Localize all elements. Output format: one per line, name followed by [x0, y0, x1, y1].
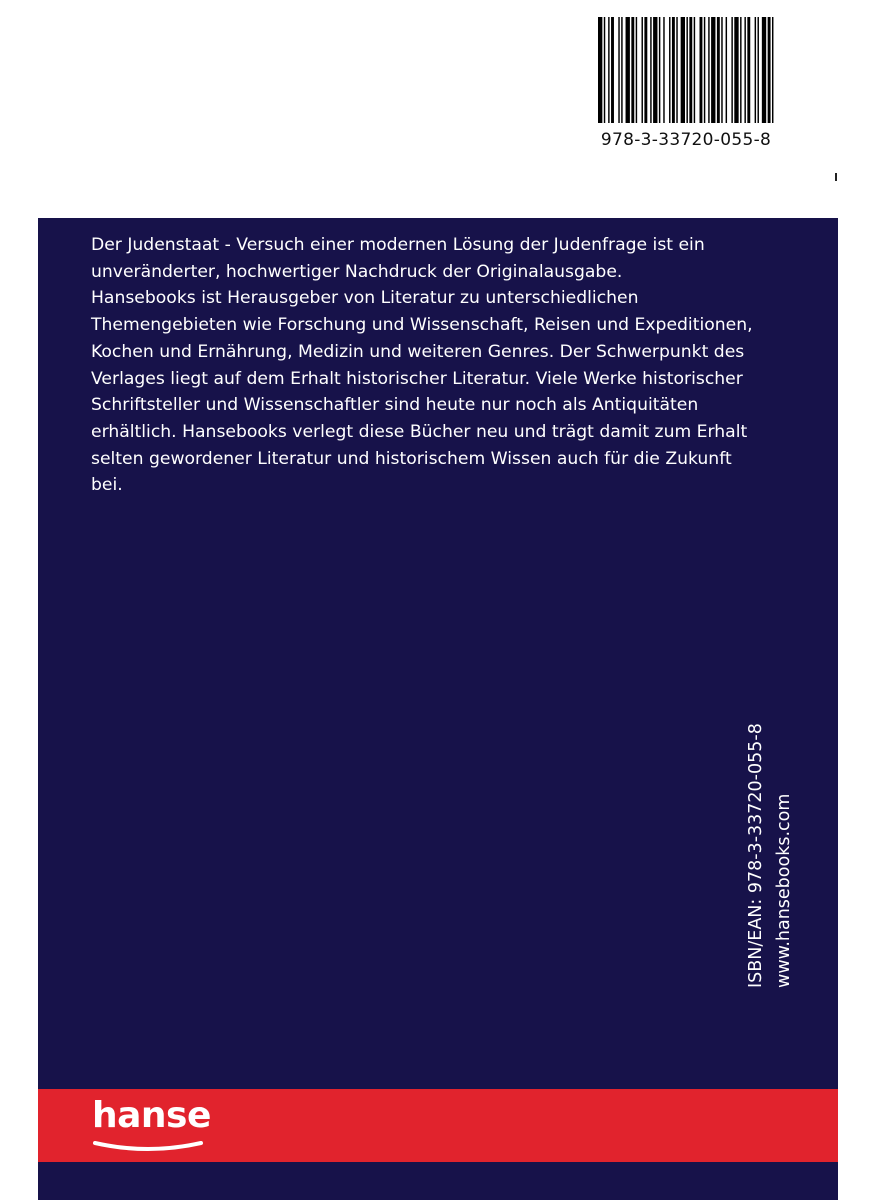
barcode-bar: [663, 17, 664, 123]
back-cover-panel: [38, 218, 838, 1200]
barcode-bars: [596, 17, 776, 127]
barcode-bar: [631, 17, 634, 123]
barcode-bar: [772, 17, 773, 123]
barcode-bar: [608, 17, 609, 123]
barcode-number: 978-3-33720-055-8: [600, 130, 772, 150]
barcode-bar: [726, 17, 727, 123]
barcode-bar: [669, 17, 670, 123]
publisher-website: www.hansebooks.com: [774, 793, 794, 988]
barcode-bar: [676, 17, 677, 123]
barcode-bar: [626, 17, 630, 123]
barcode-bar: [672, 17, 675, 123]
barcode-bar: [644, 17, 647, 123]
barcode-bar: [598, 17, 602, 123]
barcode-bar: [758, 17, 759, 123]
barcode-bar: [618, 17, 619, 123]
barcode-bar: [650, 17, 651, 123]
isbn-text: ISBN/EAN: 978-3-33720-055-8: [746, 723, 766, 988]
barcode-bar: [689, 17, 692, 123]
barcode-bar: [768, 17, 771, 123]
barcode-bar: [717, 17, 720, 123]
logo-swoosh-icon: [93, 1139, 203, 1153]
book-description: Der Judenstaat - Versuch einer modernen Lösung der Judenfrage ist ein unveränderter, hochwertiger Nachdruck der Originalausgabe. Hansebooks ist Herausgeber von Literatur zu unterschiedlichen Themengebieten wie Forschung und Wissenschaft, Reisen und Expeditionen, Kochen und Ernährung, Medizin und weiteren Genres. Der Schwerpunkt des Verlages liegt auf dem Erhalt historischer Literatur. Viele Werke historischer Schriftsteller und Wissenschaftler sind heute nur noch als Antiquitäten erhältlich. Hansebooks verlegt diese Bücher neu und trägt damit zum Erhalt selten gewordener Literatur und historischem Wissen auch für die Zukunft bei.: [91, 235, 753, 496]
barcode-bar: [711, 17, 715, 123]
barcode-bar: [686, 17, 687, 123]
barcode-bar: [755, 17, 756, 123]
barcode-bar: [636, 17, 637, 123]
barcode: [596, 17, 776, 157]
barcode-bar: [604, 17, 605, 123]
barcode-bar: [694, 17, 695, 123]
barcode-bar: [731, 17, 732, 123]
barcode-bar: [734, 17, 738, 123]
barcode-bar: [700, 17, 703, 123]
barcode-bar: [653, 17, 657, 123]
barcode-bar: [642, 17, 643, 123]
barcode-bar: [744, 17, 745, 123]
barcode-bar: [621, 17, 622, 123]
barcode-bar: [611, 17, 614, 123]
barcode-bar: [681, 17, 685, 123]
barcode-bar: [747, 17, 750, 123]
trim-mark: [835, 173, 837, 181]
barcode-bar: [721, 17, 722, 123]
hanse-logo: hanse: [92, 1095, 211, 1136]
barcode-bar: [762, 17, 766, 123]
publisher-bar: [38, 1089, 838, 1162]
isbn-block: [742, 698, 822, 988]
barcode-bar: [659, 17, 660, 123]
barcode-bar: [708, 17, 709, 123]
barcode-bar: [740, 17, 741, 123]
barcode-bar: [704, 17, 705, 123]
